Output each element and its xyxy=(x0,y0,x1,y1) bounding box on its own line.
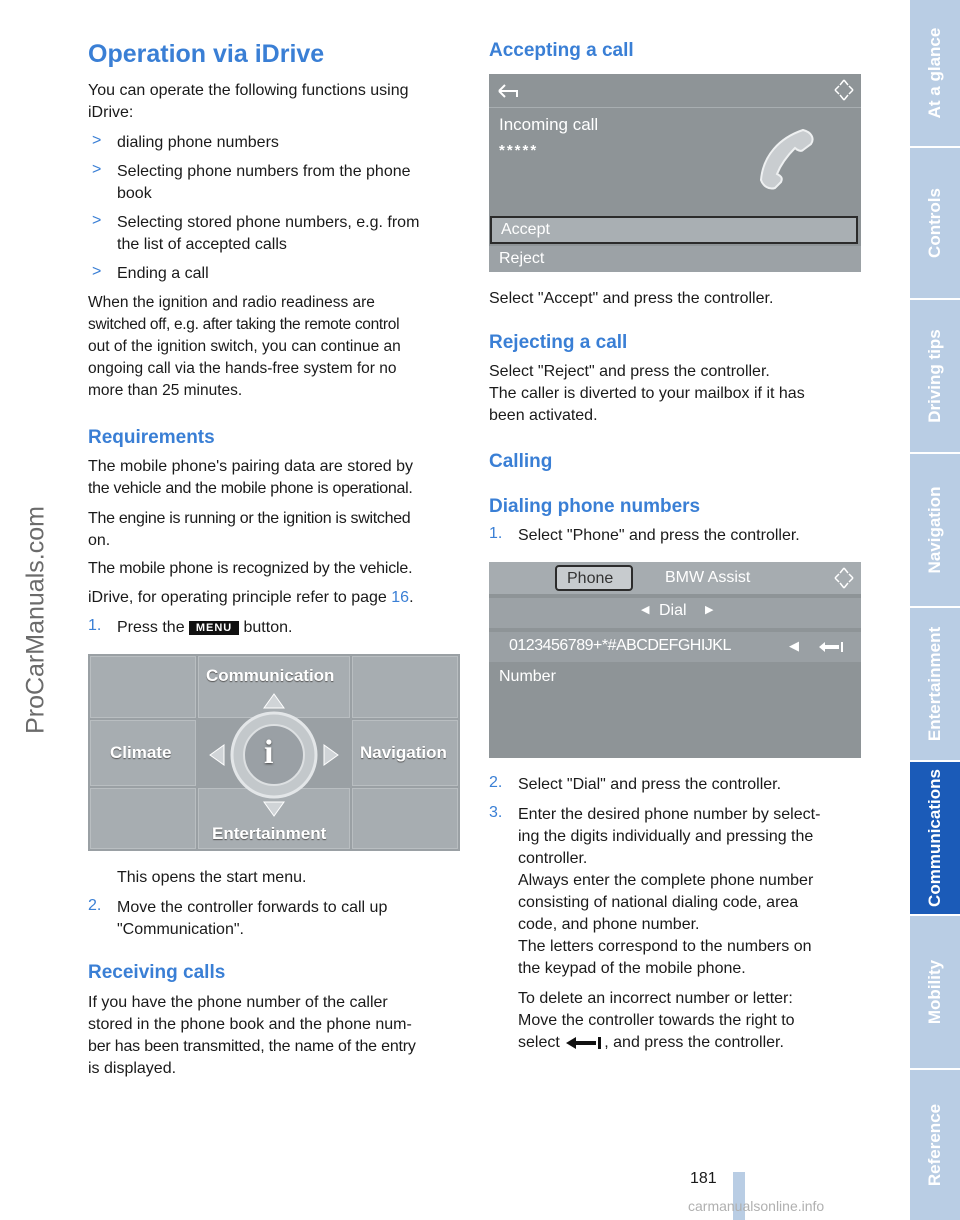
dial-step-3-line: Enter the desired phone number by select- xyxy=(518,806,821,823)
page-link[interactable]: 16 xyxy=(391,589,410,606)
delete-para-3 xyxy=(518,1032,784,1054)
dial-step-3-line: controller. xyxy=(518,850,588,867)
dial-step-3-line: ing the digits individually and pressing the xyxy=(518,828,814,845)
bullet-text: dialing phone numbers xyxy=(117,134,279,151)
page-number: 181 xyxy=(690,1170,717,1187)
req-para-2: The engine is running or the ignition is switched xyxy=(88,510,411,527)
dial-row[interactable] xyxy=(489,598,861,628)
step-number: 2. xyxy=(88,897,102,914)
tab-controls[interactable] xyxy=(910,148,960,300)
bullet-text: Selecting stored phone numbers, e.g. from xyxy=(117,214,420,231)
req-para-2b: on. xyxy=(88,532,111,549)
tab-entertainment[interactable] xyxy=(910,608,960,762)
dial-step-3-line: Always enter the complete phone number xyxy=(518,872,814,889)
back-arrow-icon xyxy=(495,82,521,100)
ignition-para-4: ongoing call via the hands-free system for no xyxy=(88,360,397,377)
tab-bmw-assist[interactable]: BMW Assist xyxy=(665,569,751,586)
dial-step-1: Select "Phone" and press the controller. xyxy=(518,527,800,544)
bullet-text: Selecting phone numbers from the phone xyxy=(117,163,411,180)
receiving-para-3: ber has been transmitted, the name of the entry xyxy=(88,1038,416,1055)
delete-suffix: , and press the controller. xyxy=(604,1034,784,1051)
receiving-para-2: stored in the phone book and the phone num- xyxy=(88,1016,412,1033)
speller-characters: 0123456789+*#ABCDEFGHIJKL xyxy=(509,637,731,654)
start-menu-screenshot xyxy=(88,654,460,851)
req-para-1: The mobile phone's pairing data are stored by xyxy=(88,458,414,475)
tab-communications[interactable] xyxy=(910,762,960,916)
speller-left-arrow-icon[interactable]: ◀ xyxy=(789,638,799,653)
ignition-para-1: When the ignition and radio readiness are xyxy=(88,294,375,311)
requirements-heading: Requirements xyxy=(88,427,215,448)
bullet-text: book xyxy=(117,185,152,202)
delete-arrow-icon[interactable] xyxy=(817,640,845,654)
menu-tile xyxy=(90,788,196,849)
number-label: Number xyxy=(499,668,556,685)
tab-at-a-glance[interactable] xyxy=(910,0,960,148)
reject-option[interactable] xyxy=(489,246,861,272)
info-icon: i xyxy=(264,734,274,771)
menu-communication: Communication xyxy=(206,666,335,685)
divider xyxy=(489,107,861,108)
tab-label: Mobility xyxy=(925,959,944,1025)
delete-para-1: To delete an incorrect number or letter: xyxy=(518,990,793,1007)
req-para-3: The mobile phone is recognized by the vehicle. xyxy=(88,560,413,577)
tab-reference[interactable] xyxy=(910,1070,960,1220)
step-number: 3. xyxy=(489,804,503,821)
ignition-para-3: out of the ignition switch, you can continue an xyxy=(88,338,401,355)
tab-phone-label: Phone xyxy=(567,570,614,587)
chapter-sidebar xyxy=(910,0,960,1220)
section-title: Operation via iDrive xyxy=(88,40,325,68)
step-2-line-1: Move the controller forwards to call up xyxy=(117,899,388,916)
intro-line-2: iDrive: xyxy=(88,104,134,121)
dial-step-3-line: consisting of national dialing code, area xyxy=(518,894,799,911)
bullet-marker: > xyxy=(92,263,102,280)
req-para-1b: the vehicle and the mobile phone is operational. xyxy=(88,480,413,497)
menu-entertainment: Entertainment xyxy=(212,824,327,843)
bullet-marker: > xyxy=(92,161,102,178)
dial-step-2: Select "Dial" and press the controller. xyxy=(518,776,782,793)
tab-label: Navigation xyxy=(925,486,944,574)
tab-label: Entertainment xyxy=(925,626,944,742)
req-para-4 xyxy=(88,587,414,609)
tab-phone[interactable] xyxy=(555,565,633,591)
controller-arrows-icon xyxy=(833,566,855,590)
delete-prefix: select xyxy=(518,1034,560,1051)
intro-line-1: You can operate the following functions using xyxy=(88,82,409,99)
tab-mobility[interactable] xyxy=(910,916,960,1070)
accepting-heading: Accepting a call xyxy=(489,40,634,61)
tab-navigation[interactable] xyxy=(910,454,960,608)
receiving-para-1: If you have the phone number of the caller xyxy=(88,994,388,1011)
watermark-text: ProCarManuals.com xyxy=(21,506,50,734)
tab-driving-tips[interactable] xyxy=(910,300,960,454)
dial-step-3-line: The letters correspond to the numbers on xyxy=(518,938,812,955)
step-1-text xyxy=(117,617,292,639)
menu-tile xyxy=(352,656,458,718)
reject-para-1: Select "Reject" and press the controller. xyxy=(489,363,770,380)
dial-label: Dial xyxy=(659,602,687,619)
chevron-left-icon: ◀ xyxy=(641,604,650,616)
step-number: 2. xyxy=(489,774,503,791)
dialing-heading: Dialing phone numbers xyxy=(489,496,701,517)
delete-para-2: Move the controller towards the right to xyxy=(518,1012,795,1029)
accept-option[interactable] xyxy=(490,216,858,244)
bullet-marker: > xyxy=(92,212,102,229)
menu-key-icon: MENU xyxy=(189,621,239,635)
phone-handset-icon xyxy=(755,126,817,192)
tab-label: Driving tips xyxy=(925,329,944,423)
menu-climate: Climate xyxy=(110,743,172,762)
menu-tile xyxy=(90,656,196,718)
reject-para-2: The caller is diverted to your mailbox if it has xyxy=(489,385,805,402)
accept-label: Accept xyxy=(501,221,550,238)
tab-label: Communications xyxy=(925,769,944,907)
footer-watermark: carmanualsonline.info xyxy=(688,1198,825,1214)
ignition-para-5: more than 25 minutes. xyxy=(88,382,243,399)
reject-label: Reject xyxy=(499,250,545,267)
delete-arrow-icon xyxy=(564,1035,604,1051)
menu-navigation: Navigation xyxy=(360,743,447,762)
bullet-marker: > xyxy=(92,132,102,149)
step-number: 1. xyxy=(489,525,503,542)
rejecting-heading: Rejecting a call xyxy=(489,332,628,353)
dial-step-3-line: the keypad of the mobile phone. xyxy=(518,960,746,977)
incoming-call-screenshot xyxy=(489,74,861,272)
step-number: 1. xyxy=(88,617,102,634)
controller-compass-icon xyxy=(206,690,342,820)
tab-label: At a glance xyxy=(925,27,944,119)
calling-heading: Calling xyxy=(489,451,553,472)
accept-instruction: Select "Accept" and press the controller. xyxy=(489,290,774,307)
reject-para-3: been activated. xyxy=(489,407,598,424)
tab-label: Controls xyxy=(925,188,944,258)
step-2-line-2: "Communication". xyxy=(117,921,244,938)
bullet-text: Ending a call xyxy=(117,265,209,282)
step-1-prefix: Press the xyxy=(117,619,185,636)
receiving-para-4: is displayed. xyxy=(88,1060,177,1077)
ignition-para-2: switched off, e.g. after taking the remote control xyxy=(88,316,400,333)
bullet-text: the list of accepted calls xyxy=(117,236,287,253)
caller-masked: ***** xyxy=(499,142,539,159)
dial-step-3-line: code, and phone number. xyxy=(518,916,700,933)
req-para-4-end: . xyxy=(409,589,414,606)
controller-arrows-icon xyxy=(833,78,855,102)
req-para-4-text: iDrive, for operating principle refer to page xyxy=(88,589,392,606)
receiving-heading: Receiving calls xyxy=(88,962,226,983)
phone-dial-screenshot xyxy=(489,562,861,758)
opens-start-menu-text: This opens the start menu. xyxy=(117,869,307,886)
watermark-vertical xyxy=(16,470,56,770)
menu-tile xyxy=(352,788,458,849)
chevron-right-icon: ▶ xyxy=(705,604,714,616)
tab-label: Reference xyxy=(925,1103,944,1187)
incoming-call-label: Incoming call xyxy=(499,115,599,134)
step-1-suffix: button. xyxy=(243,619,293,636)
speller-row[interactable] xyxy=(489,632,861,662)
